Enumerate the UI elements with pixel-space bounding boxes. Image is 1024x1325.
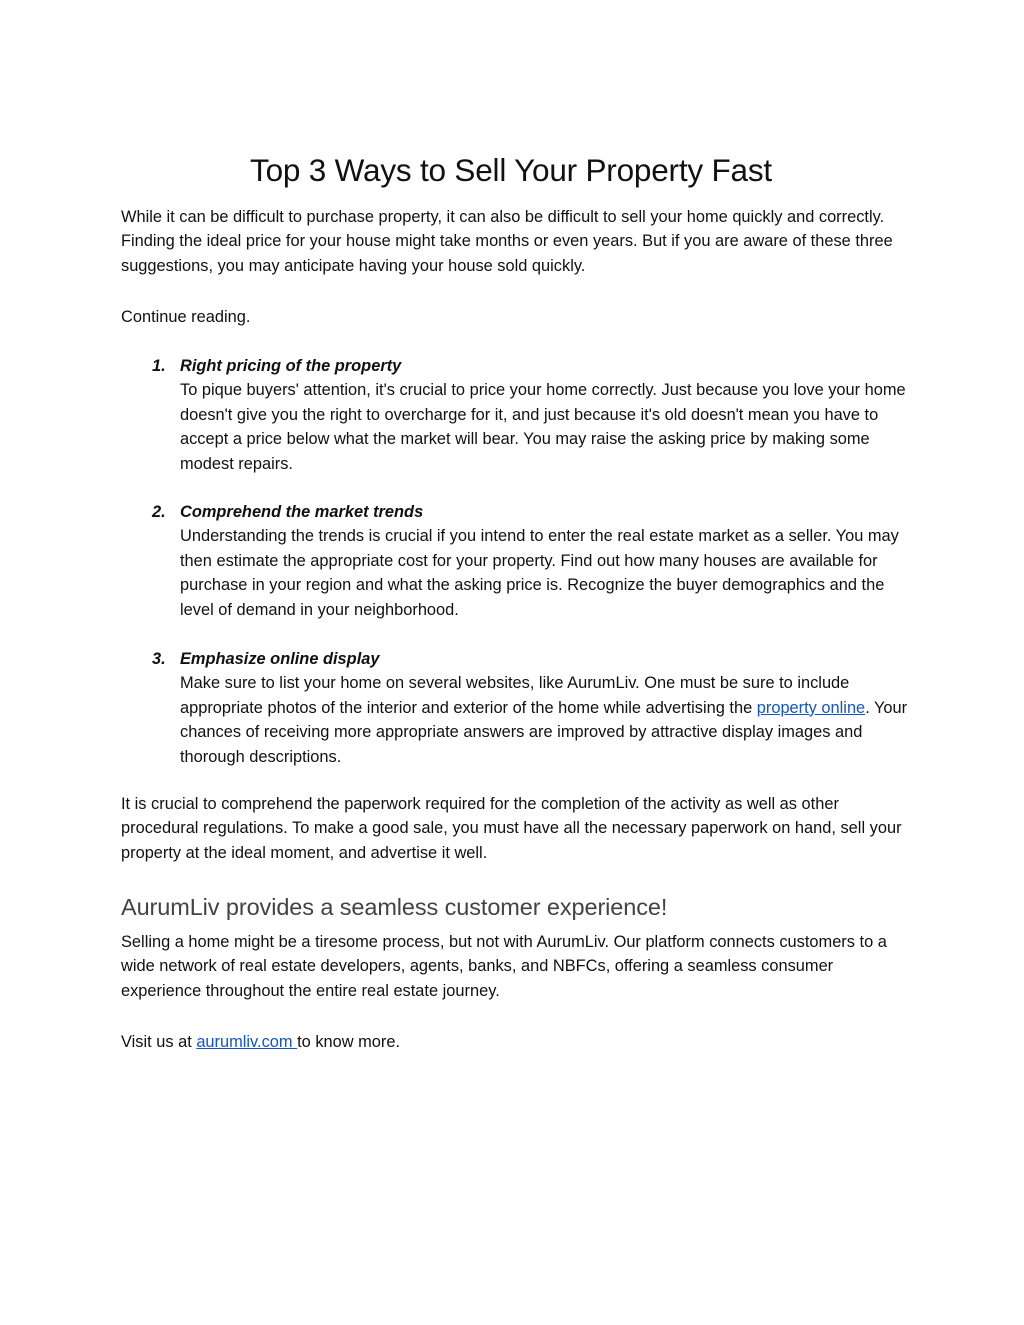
visit-text-after: to know more. (297, 1033, 401, 1051)
list-item-number: 2. (152, 503, 166, 521)
list-item-body (180, 354, 910, 476)
list-item-body (180, 500, 910, 622)
list-item-body (180, 647, 910, 769)
section-subheading: AurumLiv provides a seamless customer experience! (121, 894, 668, 920)
seamless-paragraph: Selling a home might be a tiresome process, but not with AurumLiv. Our platform connects customers to a wide network of real estate developers, agents, banks, and NBFCs, offering a seamless consumer experience throughout the entire real estate journey. (121, 933, 887, 1000)
list-item-text: To pique buyers' attention, it's crucial to price your home correctly. Just because you love your home doesn't give you the right to overcharge for it, and just because it's old doesn't mean you have to accept a price below what the market will bear. You may raise the asking price by making some modest repairs. (180, 381, 906, 473)
visit-text-before: Visit us at (121, 1033, 197, 1051)
closing-paragraph: It is crucial to comprehend the paperwork required for the completion of the activity as well as other procedural regulations. To make a good sale, you must have all the necessary paperwork on hand, sell your property at the ideal moment, and advertise it well. (121, 795, 902, 862)
list-item-number: 3. (152, 650, 166, 668)
list-item-text: Understanding the trends is crucial if you intend to enter the real estate market as a seller. You may then estimate the appropriate cost for your property. Find out how many houses are available for purchase in your region and what the asking price is. Recognize the buyer demographics and the level of demand in your neighborhood. (180, 527, 899, 619)
property-online-link[interactable]: property online (756, 698, 866, 717)
visit-paragraph (121, 1030, 911, 1054)
continue-reading-text: Continue reading. (121, 308, 251, 326)
list-item-heading: Right pricing of the property (180, 357, 402, 375)
aurumliv-link[interactable]: aurumliv.com (196, 1033, 298, 1051)
page-title: Top 3 Ways to Sell Your Property Fast (250, 152, 772, 188)
list-item-text-before-link: Make sure to list your home on several websites, like AurumLiv. One must be sure to include appropriate photos of the interior and exterior of the home while advertising the (180, 674, 850, 717)
list-item-heading: Comprehend the market trends (180, 503, 424, 521)
intro-paragraph: While it can be difficult to purchase property, it can also be difficult to sell your home quickly and correctly. Finding the ideal price for your house might take months or even years. But if you are aware of these three suggestions, you may anticipate having your house sold quickly. (121, 208, 893, 275)
list-item-heading: Emphasize online display (180, 650, 380, 668)
list-item-text-after-link: . Your chances of receiving more appropriate answers are improved by attractive display images and thorough descriptions. (180, 698, 908, 766)
list-item-number: 1. (152, 357, 166, 375)
